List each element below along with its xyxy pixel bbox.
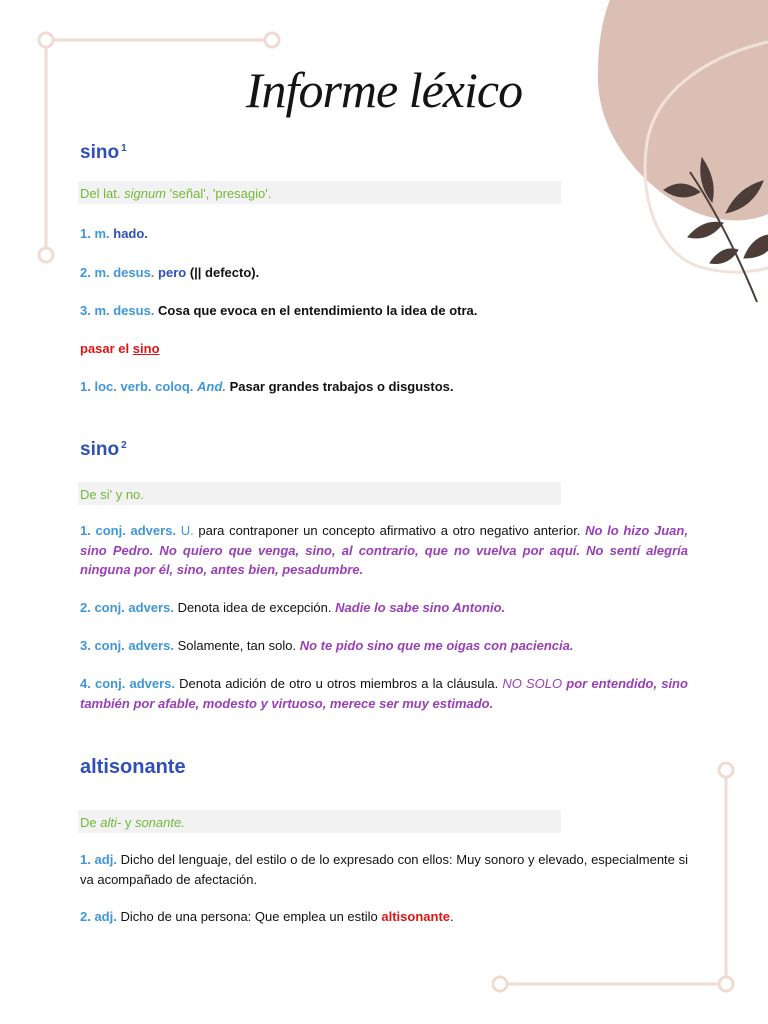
headword: sino	[80, 142, 120, 163]
sense-definition-end: .	[450, 909, 454, 924]
sense	[80, 521, 688, 580]
homonym-number: 1	[121, 142, 127, 154]
homonym-number: 2	[121, 439, 127, 451]
headword: altisonante	[80, 756, 186, 778]
leaf-icon	[726, 181, 763, 213]
sense	[80, 301, 688, 321]
etymology-text: 'señal', 'presagio'.	[169, 186, 272, 201]
sense-reference: pero	[158, 265, 187, 280]
sense-definition: Pasar grandes trabajos o disgustos.	[229, 379, 454, 394]
page-title: Informe léxico	[245, 62, 523, 118]
etymology-text: y	[124, 815, 132, 830]
sense-definition: Cosa que evoca en el entendimiento la idea de otra.	[158, 303, 478, 318]
sense-definition: Denota adición de otro u otros miembros a la cláusula.	[179, 676, 499, 691]
etymology-text: Del lat.	[80, 186, 121, 201]
sense	[80, 907, 688, 927]
locution-sense	[80, 377, 688, 397]
etymology-box	[78, 482, 561, 505]
sense-example: Nadie lo sabe sino Antonio.	[335, 600, 506, 615]
sense-label: 4. conj. advers.	[80, 676, 175, 691]
branch-stem	[690, 172, 757, 302]
sense-label: 2. adj.	[80, 909, 117, 924]
sense-label: 3. conj. advers.	[80, 638, 174, 653]
sense-label: 1. conj. advers.	[80, 523, 177, 538]
highlighted-term: altisonante	[381, 909, 451, 924]
etymology-text: De	[80, 815, 97, 830]
sense-definition: Dicho del lenguaje, del estilo o de lo expresado con ellos: Muy sonoro y elevado, especialmente si va acompañado de afectación.	[80, 852, 688, 887]
leaf-icon	[744, 235, 768, 258]
leaf-icon	[664, 184, 700, 197]
sense-label: 3. m. desus.	[80, 303, 155, 318]
sense-label: 1. loc. verb. coloq.	[80, 379, 194, 394]
sense-label: 2. conj. advers.	[80, 600, 174, 615]
sense-label: 1. m.	[80, 226, 110, 241]
sense-example: No lo hizo Juan, sino Pedro. No quiero que venga, sino, al contrario, que no vuelva por aquí. No sentí alegría ninguna por él, sino, antes bien, pesadumbre.	[80, 523, 688, 577]
leaf-icon	[688, 222, 723, 238]
etymology-term: signum	[124, 186, 167, 201]
sense	[80, 850, 688, 889]
headword-line	[80, 755, 688, 779]
headword-line	[80, 438, 688, 462]
sense-example-lead: NO SOLO	[502, 676, 563, 691]
leaf-icon	[701, 158, 714, 202]
etymology-text: De si' y no.	[80, 487, 144, 502]
leaf-icon	[710, 249, 738, 264]
region-label: And.	[197, 379, 226, 394]
etymology-box	[78, 181, 561, 204]
sense	[80, 636, 688, 656]
locution-headword-link[interactable]: sino	[132, 341, 160, 356]
etymology-term: alti-	[100, 815, 122, 830]
sense-definition: (|| defecto).	[189, 265, 260, 280]
etymology-box	[78, 810, 561, 833]
sense-definition: Dicho de una persona: Que emplea un estilo	[120, 909, 378, 924]
sense-definition: para contraponer un concepto afirmativo a otro negativo anterior.	[198, 523, 581, 538]
sense-example: por entendido, sino también por afable, modesto y virtuoso, merece ser muy estimado.	[80, 676, 688, 711]
etymology-term: sonante.	[134, 815, 185, 830]
headword: sino	[80, 439, 120, 460]
sense-example: No te pido sino que me oigas con paciencia.	[299, 638, 574, 653]
sense	[80, 598, 688, 618]
usage-label: U.	[180, 523, 194, 538]
locution-lead: pasar el	[80, 341, 130, 356]
sense	[80, 224, 688, 244]
sense	[80, 263, 688, 283]
headword-line	[80, 141, 688, 165]
sense	[80, 674, 688, 713]
sense-definition: Solamente, tan solo.	[177, 638, 297, 653]
sense-label: 1. adj.	[80, 852, 117, 867]
locution	[80, 339, 688, 359]
sense-definition: Denota idea de excepción.	[177, 600, 332, 615]
sense-label: 2. m. desus.	[80, 265, 155, 280]
sense-reference: hado.	[113, 226, 148, 241]
